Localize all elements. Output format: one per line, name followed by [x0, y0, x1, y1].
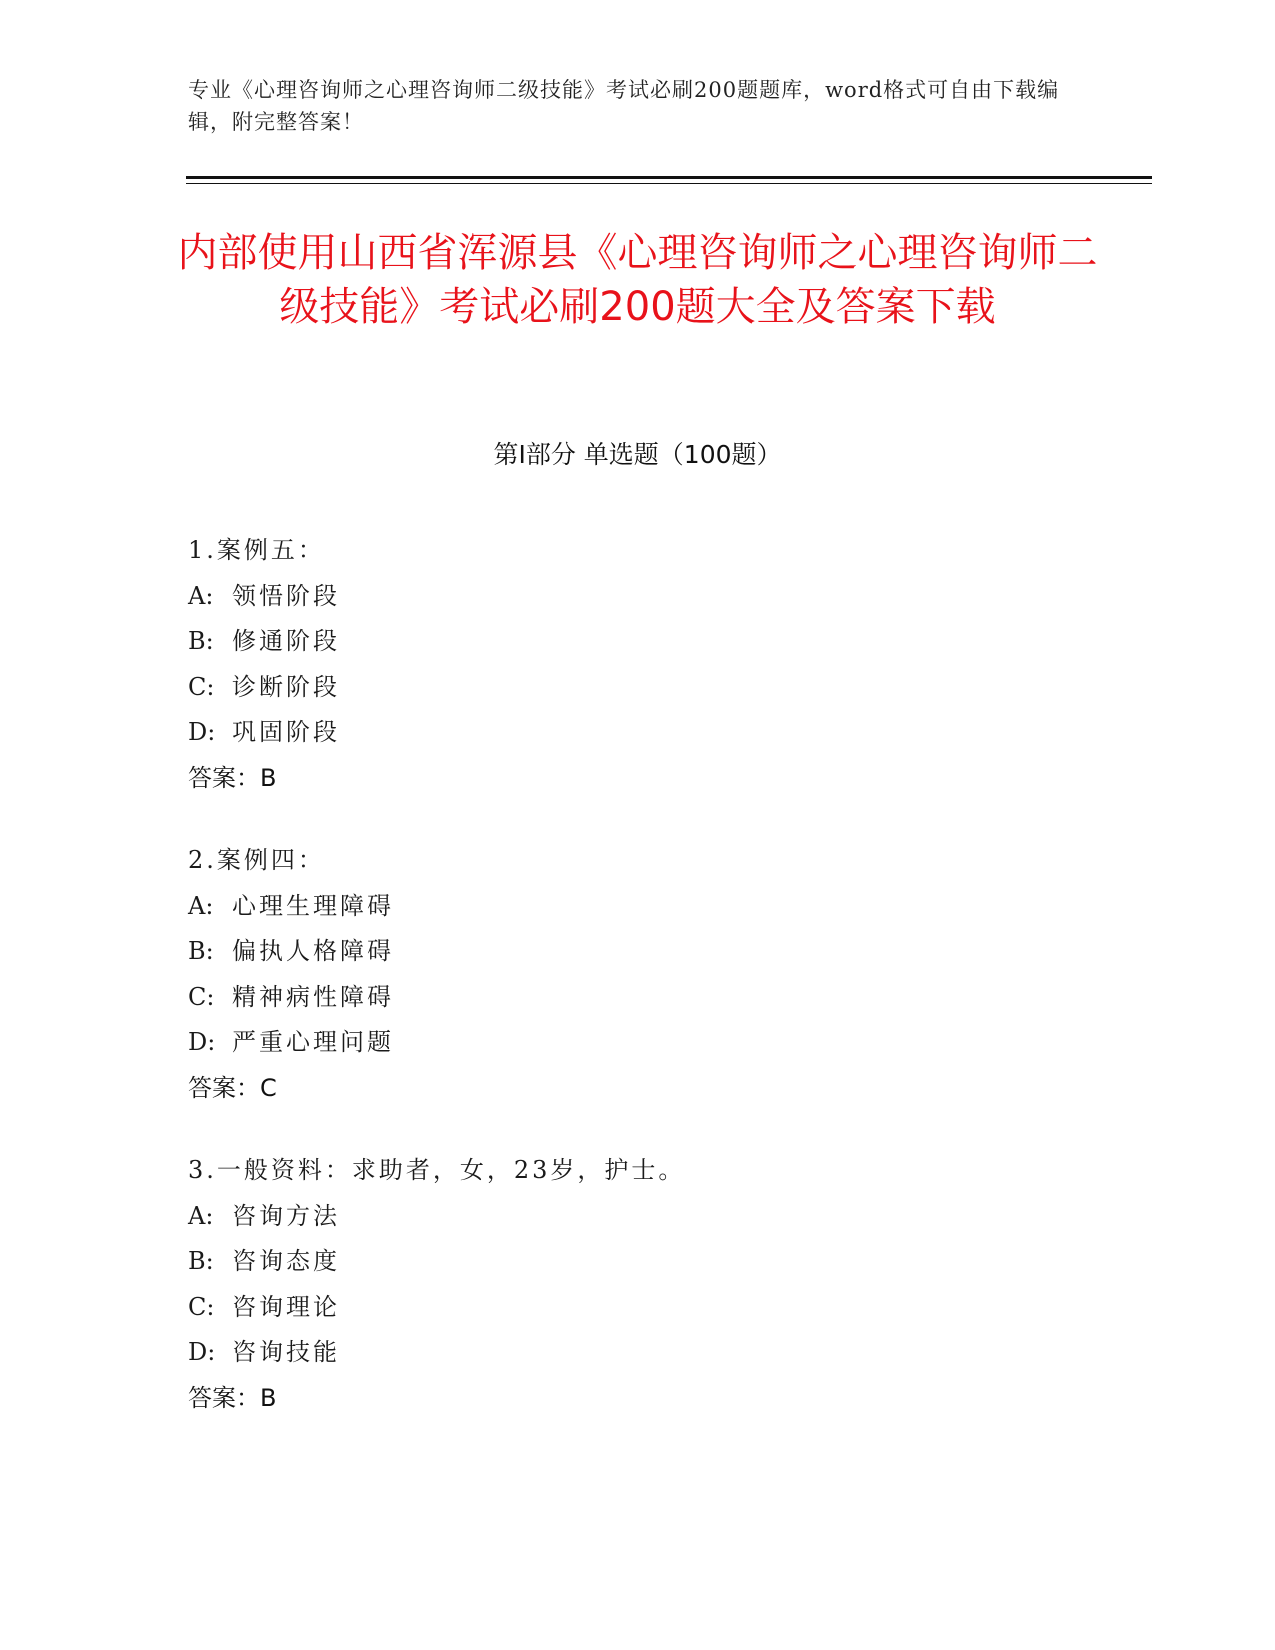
- option-b: [188, 619, 1188, 665]
- option-c: [188, 665, 1188, 711]
- option-b: [188, 1239, 1188, 1285]
- option-text: 咨询态度: [232, 1247, 340, 1275]
- option-text: 心理生理障碍: [232, 891, 394, 920]
- option-letter: D:: [188, 1338, 216, 1366]
- option-letter: D:: [188, 718, 216, 746]
- question-1: [188, 528, 1188, 801]
- option-d: [188, 1020, 1188, 1066]
- option-text: 咨询方法: [232, 1201, 340, 1230]
- option-text: 精神病性障碍: [232, 982, 394, 1011]
- answer: 答案：B: [188, 1383, 277, 1412]
- answer: 答案：C: [188, 1073, 277, 1102]
- option-letter: A:: [188, 891, 214, 920]
- option-text: 领悟阶段: [232, 581, 340, 610]
- option-text: 严重心理问题: [232, 1028, 394, 1056]
- option-b: [188, 929, 1188, 975]
- option-letter: C:: [188, 1292, 215, 1321]
- question-3: [188, 1148, 1188, 1421]
- option-text: 咨询技能: [232, 1338, 340, 1366]
- option-letter: B:: [188, 1247, 214, 1275]
- option-letter: D:: [188, 1028, 216, 1056]
- option-letter: A:: [188, 1201, 214, 1230]
- question-stem: 1.案例五：: [188, 536, 325, 564]
- option-d: [188, 1330, 1188, 1376]
- header-rule-thick: [186, 176, 1152, 179]
- option-a: [188, 1194, 1188, 1240]
- option-letter: C:: [188, 982, 215, 1011]
- question-list: [188, 528, 1188, 1458]
- option-letter: A:: [188, 581, 214, 610]
- option-c: [188, 975, 1188, 1021]
- option-text: 偏执人格障碍: [232, 937, 394, 965]
- question-stem: 2.案例四：: [188, 846, 325, 874]
- question-2: [188, 838, 1188, 1111]
- option-a: [188, 884, 1188, 930]
- option-text: 巩固阶段: [232, 718, 340, 746]
- option-text: 咨询理论: [232, 1292, 340, 1321]
- option-d: [188, 710, 1188, 756]
- option-letter: B:: [188, 627, 214, 655]
- option-a: [188, 574, 1188, 620]
- option-text: 修通阶段: [232, 627, 340, 655]
- answer: 答案：B: [188, 763, 277, 792]
- option-letter: C:: [188, 672, 215, 701]
- option-text: 诊断阶段: [232, 672, 340, 701]
- option-letter: B:: [188, 937, 214, 965]
- question-stem: 3.一般资料：求助者，女，23岁，护士。: [188, 1156, 686, 1184]
- section-title: 第Ⅰ部分 单选题（100题）: [493, 440, 782, 469]
- document-title: 内部使用山西省浑源县《心理咨询师之心理咨询师二级技能》考试必刷200题大全及答案下载: [177, 230, 1098, 330]
- header-note: 专业《心理咨询师之心理咨询师二级技能》考试必刷200题题库，word格式可自由下载编辑，附完整答案！: [188, 78, 1060, 134]
- option-c: [188, 1285, 1188, 1331]
- header-rule-thin: [186, 183, 1152, 184]
